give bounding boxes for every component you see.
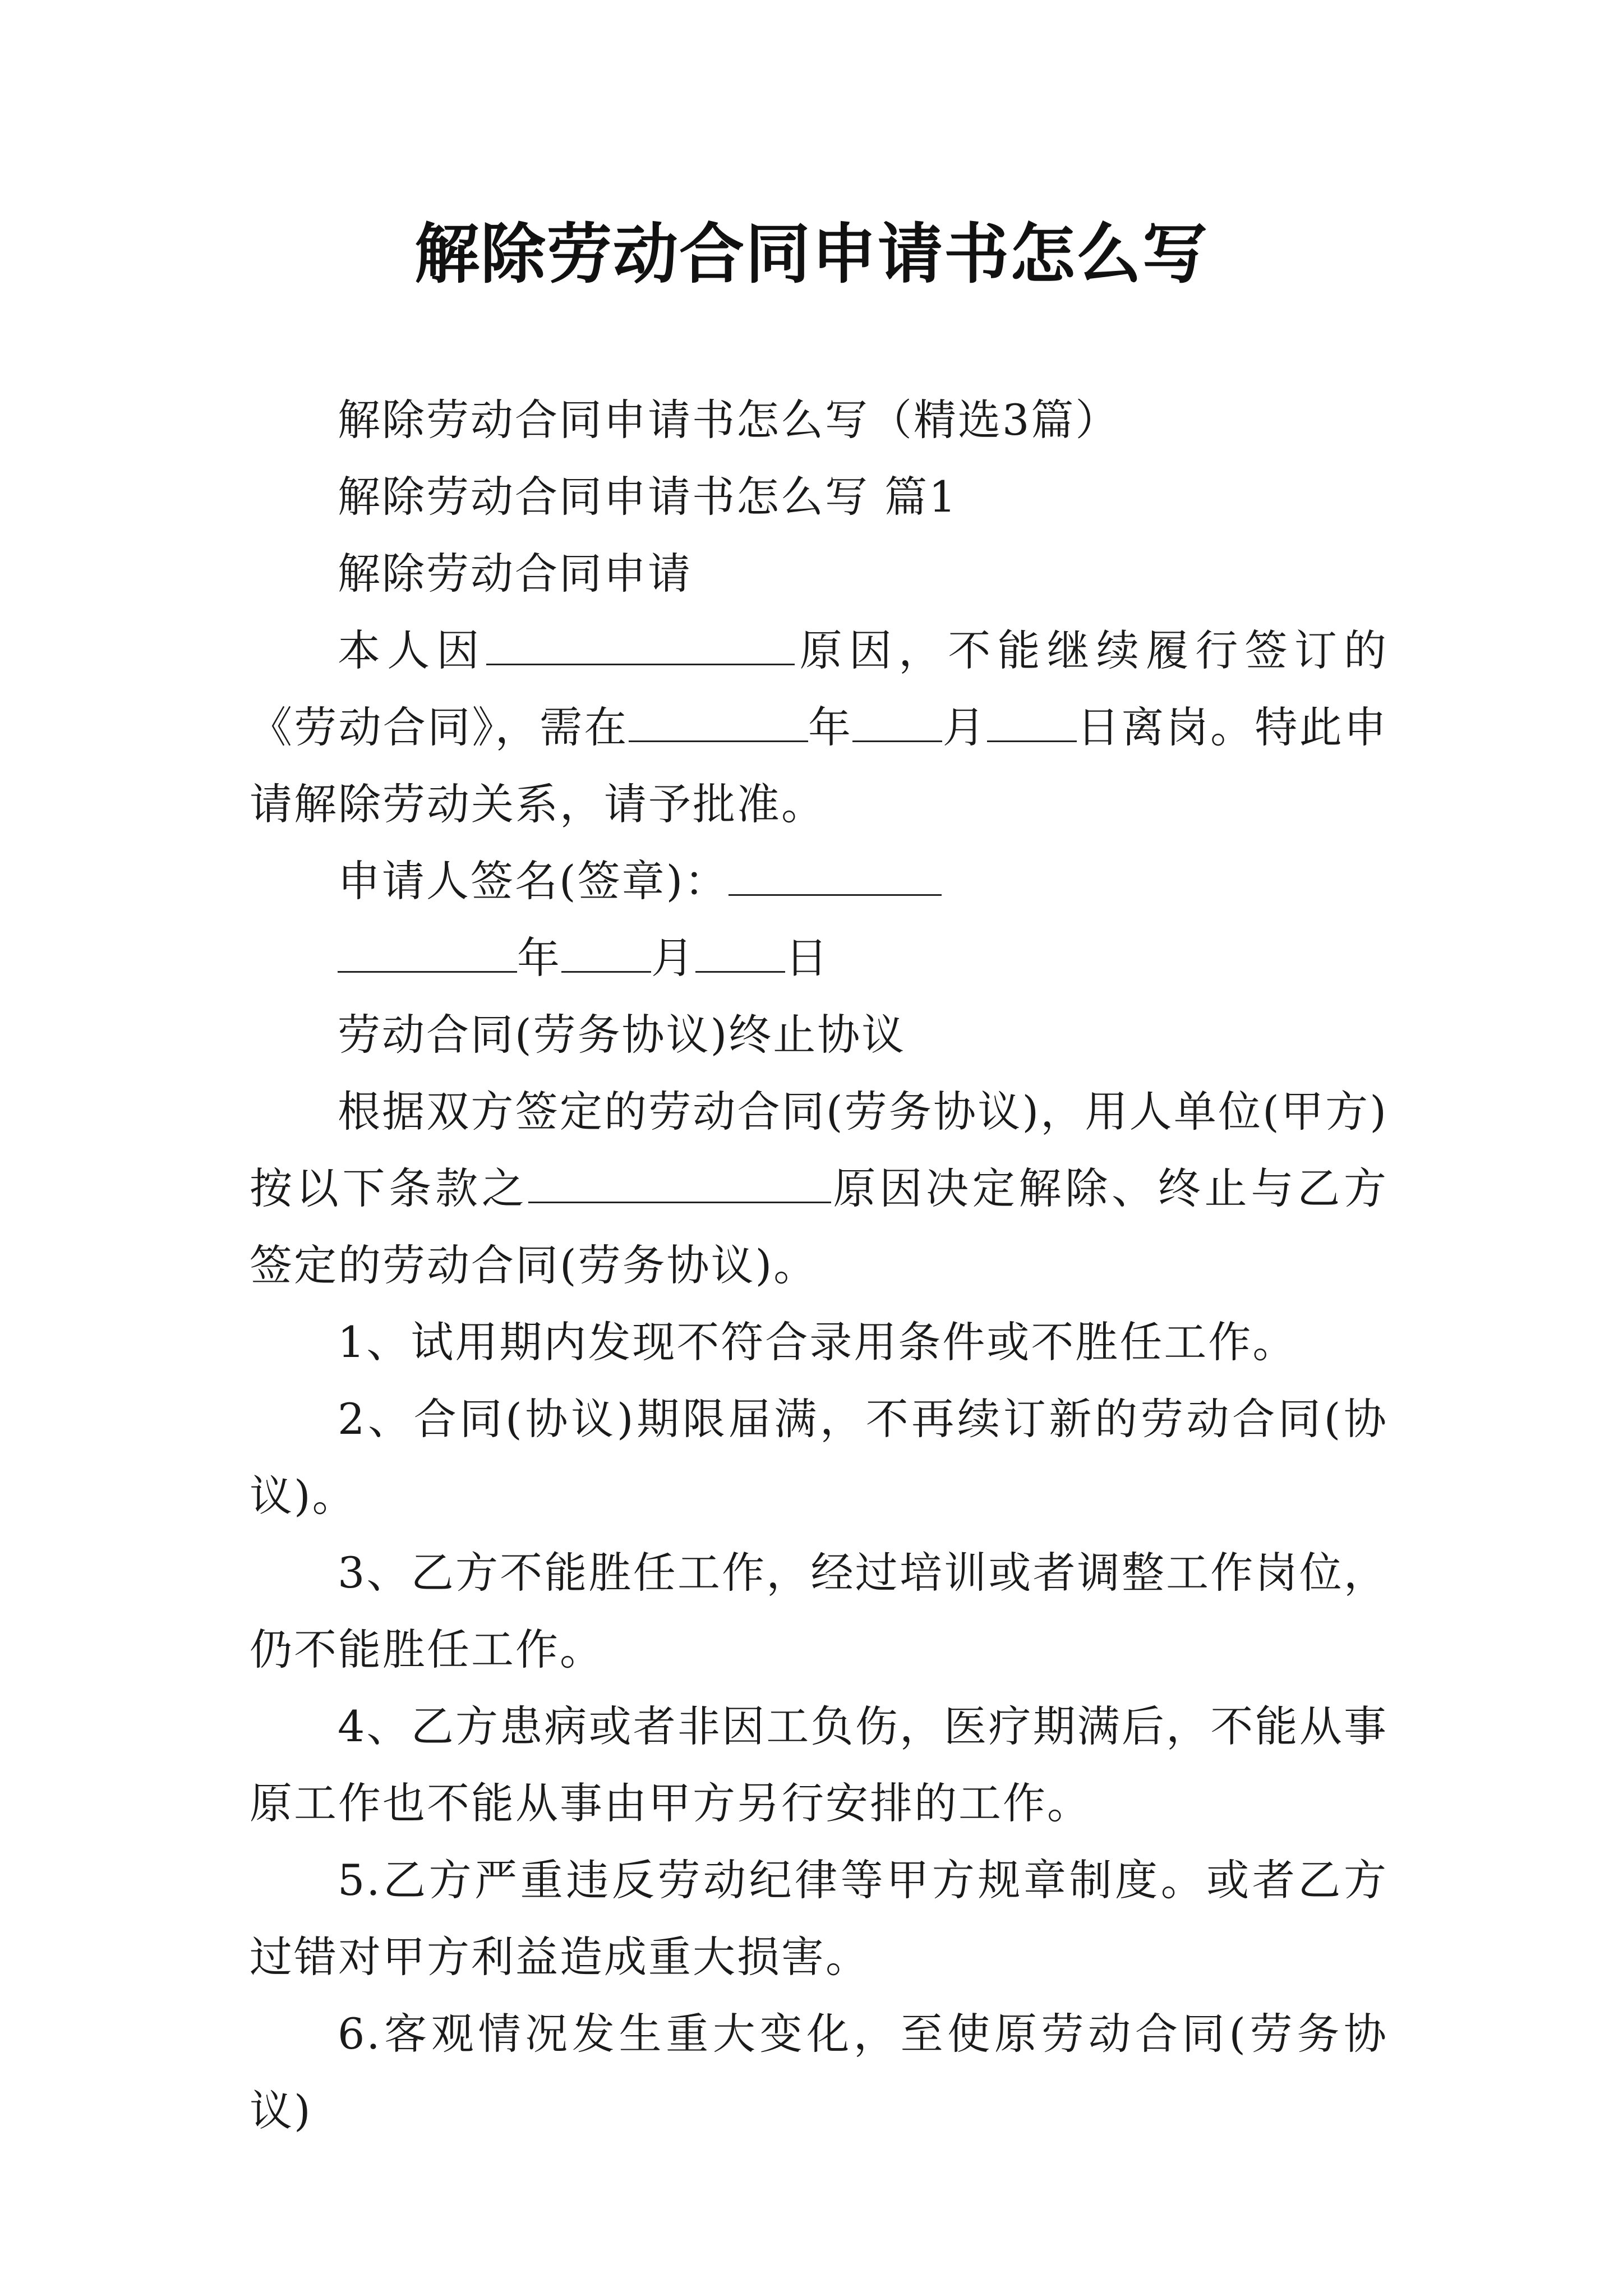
date-month-blank	[561, 928, 651, 973]
application-text-1: 本人因	[338, 625, 486, 675]
month-blank	[852, 698, 942, 742]
year-label: 年	[808, 702, 853, 752]
termination-text-1: 根据双方签定的劳动合同(劳务协议)，用人单位(甲方)按以下条款之	[250, 1087, 1388, 1213]
day-blank	[987, 698, 1077, 742]
section-heading: 解除劳动合同申请书怎么写 篇1	[338, 472, 958, 522]
document-title: 解除劳动合同申请书怎么写	[414, 216, 1209, 292]
clause-item: 3、乙方不能胜任工作，经过培训或者调整工作岗位，仍不能胜任工作。	[250, 1548, 1388, 1674]
termination-reason-blank	[528, 1159, 831, 1203]
termination-title: 劳动合同(劳务协议)终止协议	[338, 1010, 906, 1060]
date-day-label: 日	[785, 933, 829, 983]
date-line	[250, 919, 1388, 996]
clause-item: 1、试用期内发现不符合录用条件或不胜任工作。	[338, 1317, 1297, 1367]
termination-intro	[250, 1073, 1388, 1304]
year-blank	[629, 698, 808, 742]
application-title: 解除劳动合同申请	[338, 549, 692, 599]
date-year-label: 年	[517, 933, 561, 983]
date-month-label: 月	[651, 933, 695, 983]
document-subtitle: 解除劳动合同申请书怎么写（精选3篇）	[338, 395, 1120, 445]
month-label: 月	[942, 702, 987, 752]
application-paragraph	[250, 612, 1388, 843]
document-body	[250, 381, 1388, 2149]
date-year-blank	[338, 928, 517, 973]
clause-item: 2、合同(协议)期限届满，不再续订新的劳动合同(协议)。	[250, 1394, 1388, 1521]
clause-item: 4、乙方患病或者非因工负伤，医疗期满后，不能从事原工作也不能从事由甲方另行安排的工作。	[250, 1701, 1388, 1828]
date-day-blank	[695, 928, 785, 973]
signature-line	[250, 843, 1388, 919]
signature-blank	[728, 852, 942, 896]
application-text-2: 原因，不能继续履行签订的《劳动合同》，需在	[250, 625, 1389, 752]
termination-text-2: 原因决定解除、终止与乙方签定的劳动合同(劳务协议)。	[250, 1163, 1389, 1290]
application-text-3: 日离岗。特此申请解除劳动关系，请予批准。	[250, 702, 1389, 829]
reason-blank	[486, 621, 795, 665]
clause-item: 5.乙方严重违反劳动纪律等甲方规章制度。或者乙方过错对甲方利益造成重大损害。	[250, 1855, 1388, 1982]
clause-item: 6.客观情况发生重大变化，至使原劳动合同(劳务协议)	[250, 2009, 1388, 2136]
signature-label: 申请人签名(签章)：	[338, 856, 729, 906]
